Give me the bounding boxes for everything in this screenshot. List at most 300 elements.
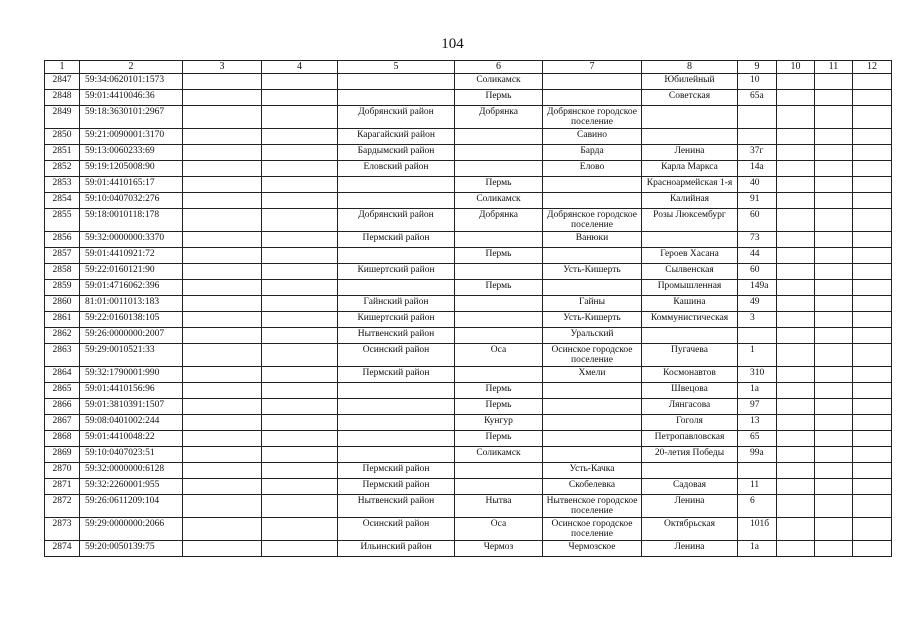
table-cell <box>262 296 338 312</box>
table-cell: 2856 <box>45 232 80 248</box>
table-cell: Пермь <box>455 280 543 296</box>
header-row <box>45 61 892 74</box>
table-cell <box>853 161 892 177</box>
table-cell: Соликамск <box>455 74 543 90</box>
table-cell <box>543 399 642 415</box>
table-cell <box>183 479 262 495</box>
table-row <box>45 193 892 209</box>
table-cell <box>183 518 262 541</box>
table-cell: 1а <box>738 383 777 399</box>
table-cell: 59:01:4410046:36 <box>80 90 183 106</box>
table-cell <box>853 264 892 280</box>
table-cell: Нытвенский район <box>338 495 455 518</box>
table-cell <box>183 209 262 232</box>
table-cell <box>777 447 815 463</box>
table-cell <box>183 312 262 328</box>
table-cell <box>815 280 853 296</box>
table-cell: 2869 <box>45 447 80 463</box>
table-cell <box>543 90 642 106</box>
table-cell: 2865 <box>45 383 80 399</box>
table-cell: Скобелевка <box>543 479 642 495</box>
table-cell <box>815 495 853 518</box>
table-cell <box>853 193 892 209</box>
table-cell <box>738 328 777 344</box>
table-cell: Хмели <box>543 367 642 383</box>
table-row <box>45 129 892 145</box>
table-cell <box>853 296 892 312</box>
table-cell <box>262 541 338 557</box>
table-cell: 59:01:4716062:396 <box>80 280 183 296</box>
table-cell: 2872 <box>45 495 80 518</box>
table-cell: 310 <box>738 367 777 383</box>
table-cell: 44 <box>738 248 777 264</box>
table-cell: Усть-Кишерть <box>543 312 642 328</box>
table-cell: 2866 <box>45 399 80 415</box>
table-cell: Нытвенский район <box>338 328 455 344</box>
table-cell <box>262 232 338 248</box>
table-cell <box>777 383 815 399</box>
table-row <box>45 415 892 431</box>
table-cell <box>815 518 853 541</box>
table-cell <box>183 145 262 161</box>
table-cell: 91 <box>738 193 777 209</box>
table-cell <box>262 106 338 129</box>
table-cell <box>853 248 892 264</box>
table-cell: Карла Маркса <box>642 161 738 177</box>
table-cell: 1а <box>738 541 777 557</box>
table-cell <box>183 248 262 264</box>
table-cell <box>777 232 815 248</box>
table-cell <box>777 177 815 193</box>
table-row <box>45 479 892 495</box>
table-cell <box>338 383 455 399</box>
table-cell: Осинский район <box>338 344 455 367</box>
table-cell <box>853 399 892 415</box>
table-cell: Космонавтов <box>642 367 738 383</box>
column-header: 2 <box>80 61 183 74</box>
table-cell: Чермозское <box>543 541 642 557</box>
column-header: 8 <box>642 61 738 74</box>
table-cell: 10 <box>738 74 777 90</box>
table-cell: 3 <box>738 312 777 328</box>
table-cell: 6 <box>738 495 777 518</box>
table-cell <box>262 383 338 399</box>
table-cell: 13 <box>738 415 777 431</box>
table-cell <box>815 415 853 431</box>
table-cell: Пермский район <box>338 463 455 479</box>
table-row <box>45 383 892 399</box>
table-row <box>45 399 892 415</box>
table-cell <box>183 541 262 557</box>
table-cell <box>815 447 853 463</box>
table-cell: 59:22:0160121:90 <box>80 264 183 280</box>
table-cell: Оса <box>455 344 543 367</box>
table-row <box>45 541 892 557</box>
table-cell <box>815 264 853 280</box>
table-cell <box>853 328 892 344</box>
table-cell <box>183 177 262 193</box>
table-cell <box>543 74 642 90</box>
table-cell: 2855 <box>45 209 80 232</box>
table-cell: 59:21:0090001:3170 <box>80 129 183 145</box>
table-cell: Пермь <box>455 177 543 193</box>
page-number: 104 <box>441 36 464 52</box>
table-cell <box>183 193 262 209</box>
table-cell <box>455 161 543 177</box>
table-cell: Соликамск <box>455 193 543 209</box>
table-cell <box>183 328 262 344</box>
table-cell <box>777 415 815 431</box>
table-cell: Пугачева <box>642 344 738 367</box>
table-cell: 59:26:0611209:104 <box>80 495 183 518</box>
table-cell <box>183 280 262 296</box>
table-cell: Пермский район <box>338 479 455 495</box>
table-cell <box>815 344 853 367</box>
table-cell: 59:10:0407023:51 <box>80 447 183 463</box>
table-cell <box>183 344 262 367</box>
table-cell: Соликамск <box>455 447 543 463</box>
table-cell <box>183 106 262 129</box>
table-row <box>45 296 892 312</box>
table-cell: Петропавловская <box>642 431 738 447</box>
table-cell: 2851 <box>45 145 80 161</box>
table-cell: 59:18:0010118:178 <box>80 209 183 232</box>
table-row <box>45 209 892 232</box>
table-row <box>45 518 892 541</box>
table-row <box>45 447 892 463</box>
table-cell: 59:32:1790001:990 <box>80 367 183 383</box>
table-cell <box>777 367 815 383</box>
table-cell: Еловский район <box>338 161 455 177</box>
table-cell <box>853 280 892 296</box>
table-cell: Пермь <box>455 90 543 106</box>
table-cell: 2873 <box>45 518 80 541</box>
table-cell <box>815 431 853 447</box>
table-cell: Сылвенская <box>642 264 738 280</box>
column-header: 11 <box>815 61 853 74</box>
table-cell <box>815 106 853 129</box>
table-cell <box>543 415 642 431</box>
table-cell <box>777 161 815 177</box>
table-cell <box>183 495 262 518</box>
table-cell <box>455 479 543 495</box>
table-cell <box>815 479 853 495</box>
table-cell <box>815 367 853 383</box>
table-cell <box>738 463 777 479</box>
table-cell: Ленина <box>642 541 738 557</box>
table-cell: Нытва <box>455 495 543 518</box>
table-cell: Советская <box>642 90 738 106</box>
table-cell <box>642 463 738 479</box>
table-cell: 2848 <box>45 90 80 106</box>
table-cell: 59:01:4410048:22 <box>80 431 183 447</box>
table-row <box>45 90 892 106</box>
table-cell: 2874 <box>45 541 80 557</box>
table-cell: 59:08:0401002:244 <box>80 415 183 431</box>
table-cell <box>543 447 642 463</box>
table-cell: Пермский район <box>338 232 455 248</box>
table-cell: Барда <box>543 145 642 161</box>
table-cell <box>853 129 892 145</box>
table-cell: 2868 <box>45 431 80 447</box>
table-cell <box>262 280 338 296</box>
registry-table <box>44 60 892 557</box>
table-cell <box>455 312 543 328</box>
table-cell: 60 <box>738 209 777 232</box>
table-cell <box>338 193 455 209</box>
table-cell <box>815 399 853 415</box>
table-cell: 2847 <box>45 74 80 90</box>
table-cell <box>262 193 338 209</box>
table-cell <box>777 296 815 312</box>
table-cell: 2871 <box>45 479 80 495</box>
table-cell <box>262 209 338 232</box>
table-cell <box>455 367 543 383</box>
table-cell: 49 <box>738 296 777 312</box>
table-cell: Лянгасова <box>642 399 738 415</box>
table-cell <box>815 296 853 312</box>
table-cell <box>777 129 815 145</box>
table-cell: Добрянка <box>455 106 543 129</box>
table-cell: 99а <box>738 447 777 463</box>
column-header: 1 <box>45 61 80 74</box>
table-cell <box>262 463 338 479</box>
table-cell <box>183 264 262 280</box>
table-cell <box>853 415 892 431</box>
table-cell: Чермоз <box>455 541 543 557</box>
table-cell <box>642 106 738 129</box>
table-cell <box>815 177 853 193</box>
table-cell <box>338 447 455 463</box>
table-cell <box>815 161 853 177</box>
table-cell: 20-летия Победы <box>642 447 738 463</box>
table-cell <box>815 232 853 248</box>
table-cell: Коммунистическая <box>642 312 738 328</box>
table-cell <box>642 129 738 145</box>
table-cell <box>777 541 815 557</box>
table-cell <box>777 518 815 541</box>
table-cell: 101б <box>738 518 777 541</box>
table-cell <box>853 479 892 495</box>
table-cell <box>777 431 815 447</box>
table-cell <box>815 328 853 344</box>
table-cell: 2857 <box>45 248 80 264</box>
table-cell: 2859 <box>45 280 80 296</box>
table-cell: Усть-Качка <box>543 463 642 479</box>
table-cell: 2854 <box>45 193 80 209</box>
table-cell <box>815 193 853 209</box>
table-cell <box>455 232 543 248</box>
table-row <box>45 161 892 177</box>
table-cell <box>777 264 815 280</box>
table-cell: 59:19:1205008:90 <box>80 161 183 177</box>
table-cell: 2861 <box>45 312 80 328</box>
table-cell: Героев Хасана <box>642 248 738 264</box>
table-cell <box>853 463 892 479</box>
table-cell <box>338 248 455 264</box>
table-row <box>45 74 892 90</box>
table-cell <box>183 463 262 479</box>
table-cell <box>815 541 853 557</box>
table-cell <box>815 209 853 232</box>
table-cell: Пермь <box>455 248 543 264</box>
table-row <box>45 312 892 328</box>
table-cell <box>455 296 543 312</box>
table-cell: Савино <box>543 129 642 145</box>
table-cell <box>777 193 815 209</box>
table-cell: 97 <box>738 399 777 415</box>
column-header: 9 <box>738 61 777 74</box>
table-cell: Ильинский район <box>338 541 455 557</box>
table-cell: Садовая <box>642 479 738 495</box>
table-cell <box>853 90 892 106</box>
table-cell <box>183 129 262 145</box>
table-row <box>45 106 892 129</box>
table-cell: 59:29:0000000:2066 <box>80 518 183 541</box>
table-cell <box>777 280 815 296</box>
table-row <box>45 248 892 264</box>
table-cell <box>777 399 815 415</box>
table-row <box>45 495 892 518</box>
table-cell <box>183 447 262 463</box>
table-cell <box>455 145 543 161</box>
table-cell: Оса <box>455 518 543 541</box>
table-cell <box>262 415 338 431</box>
table-cell <box>262 264 338 280</box>
table-cell: 60 <box>738 264 777 280</box>
table-cell: Ванюки <box>543 232 642 248</box>
table-cell: 2852 <box>45 161 80 177</box>
table-header <box>45 61 892 74</box>
column-header: 5 <box>338 61 455 74</box>
table-cell: 59:01:4410921:72 <box>80 248 183 264</box>
table-cell <box>338 74 455 90</box>
table-cell: Осинское городское поселение <box>543 344 642 367</box>
table-cell <box>777 74 815 90</box>
table-cell <box>853 518 892 541</box>
table-cell: Пермь <box>455 399 543 415</box>
table-cell <box>262 495 338 518</box>
table-cell <box>543 383 642 399</box>
table-cell <box>262 328 338 344</box>
table-cell <box>738 106 777 129</box>
table-cell: Калийная <box>642 193 738 209</box>
table-cell: Осинский район <box>338 518 455 541</box>
table-cell <box>455 463 543 479</box>
table-cell <box>338 431 455 447</box>
table-cell: 59:32:0000000:3370 <box>80 232 183 248</box>
table-cell: 59:26:0000000:2007 <box>80 328 183 344</box>
table-row <box>45 145 892 161</box>
table-cell <box>262 518 338 541</box>
table-cell: Добрянка <box>455 209 543 232</box>
table-row <box>45 463 892 479</box>
table-cell: Промышленная <box>642 280 738 296</box>
table-cell <box>543 280 642 296</box>
table-cell <box>183 74 262 90</box>
table-cell: 59:01:4410156:96 <box>80 383 183 399</box>
table-cell <box>543 177 642 193</box>
table-cell: 2864 <box>45 367 80 383</box>
table-cell <box>853 177 892 193</box>
table-cell: 73 <box>738 232 777 248</box>
table-cell <box>853 383 892 399</box>
table-cell: 1 <box>738 344 777 367</box>
table-cell: 59:13:0060233:69 <box>80 145 183 161</box>
table-cell: 2860 <box>45 296 80 312</box>
table-cell <box>262 248 338 264</box>
table-body <box>45 74 892 557</box>
table-cell: 59:34:0620101:1573 <box>80 74 183 90</box>
table-cell <box>183 232 262 248</box>
table-cell <box>853 232 892 248</box>
table-cell: 59:18:3630101:2967 <box>80 106 183 129</box>
table-cell: 2850 <box>45 129 80 145</box>
table-row <box>45 280 892 296</box>
table-cell <box>815 129 853 145</box>
table-cell: Гайнский район <box>338 296 455 312</box>
table-cell: Юбилейный <box>642 74 738 90</box>
table-cell <box>262 145 338 161</box>
table-cell: 2862 <box>45 328 80 344</box>
table-cell <box>455 129 543 145</box>
table-cell: Гайны <box>543 296 642 312</box>
table-row <box>45 431 892 447</box>
table-cell <box>262 312 338 328</box>
table-cell: 40 <box>738 177 777 193</box>
table-cell <box>853 312 892 328</box>
table-cell <box>262 344 338 367</box>
table-cell <box>262 90 338 106</box>
table-cell <box>183 90 262 106</box>
table-cell <box>262 177 338 193</box>
table-row <box>45 367 892 383</box>
table-cell: 59:32:2260001:955 <box>80 479 183 495</box>
table-cell: Кашина <box>642 296 738 312</box>
table-cell <box>338 90 455 106</box>
table-cell: Красноармейская 1-я <box>642 177 738 193</box>
table-cell: 2870 <box>45 463 80 479</box>
table-cell <box>777 90 815 106</box>
table-cell <box>738 129 777 145</box>
table-cell <box>853 367 892 383</box>
table-cell: Добрянское городское поселение <box>543 209 642 232</box>
table-cell: 2867 <box>45 415 80 431</box>
table-cell <box>777 344 815 367</box>
table-cell <box>455 328 543 344</box>
table-row <box>45 232 892 248</box>
table-cell <box>262 367 338 383</box>
table-cell: 59:01:4410165:17 <box>80 177 183 193</box>
table-cell: 59:29:0010521:33 <box>80 344 183 367</box>
table-cell: Октябрьская <box>642 518 738 541</box>
table-cell <box>815 463 853 479</box>
table-cell: 14а <box>738 161 777 177</box>
table-cell: Добрянский район <box>338 106 455 129</box>
table-cell: 2853 <box>45 177 80 193</box>
table-cell <box>777 145 815 161</box>
table-cell <box>853 495 892 518</box>
table-cell: 149а <box>738 280 777 296</box>
table-cell <box>815 145 853 161</box>
table-cell: 59:22:0160138:105 <box>80 312 183 328</box>
table-cell: Розы Люксембург <box>642 209 738 232</box>
table-cell <box>853 431 892 447</box>
table-cell <box>262 431 338 447</box>
table-cell: 2858 <box>45 264 80 280</box>
table-cell <box>815 312 853 328</box>
table-cell: Пермь <box>455 431 543 447</box>
